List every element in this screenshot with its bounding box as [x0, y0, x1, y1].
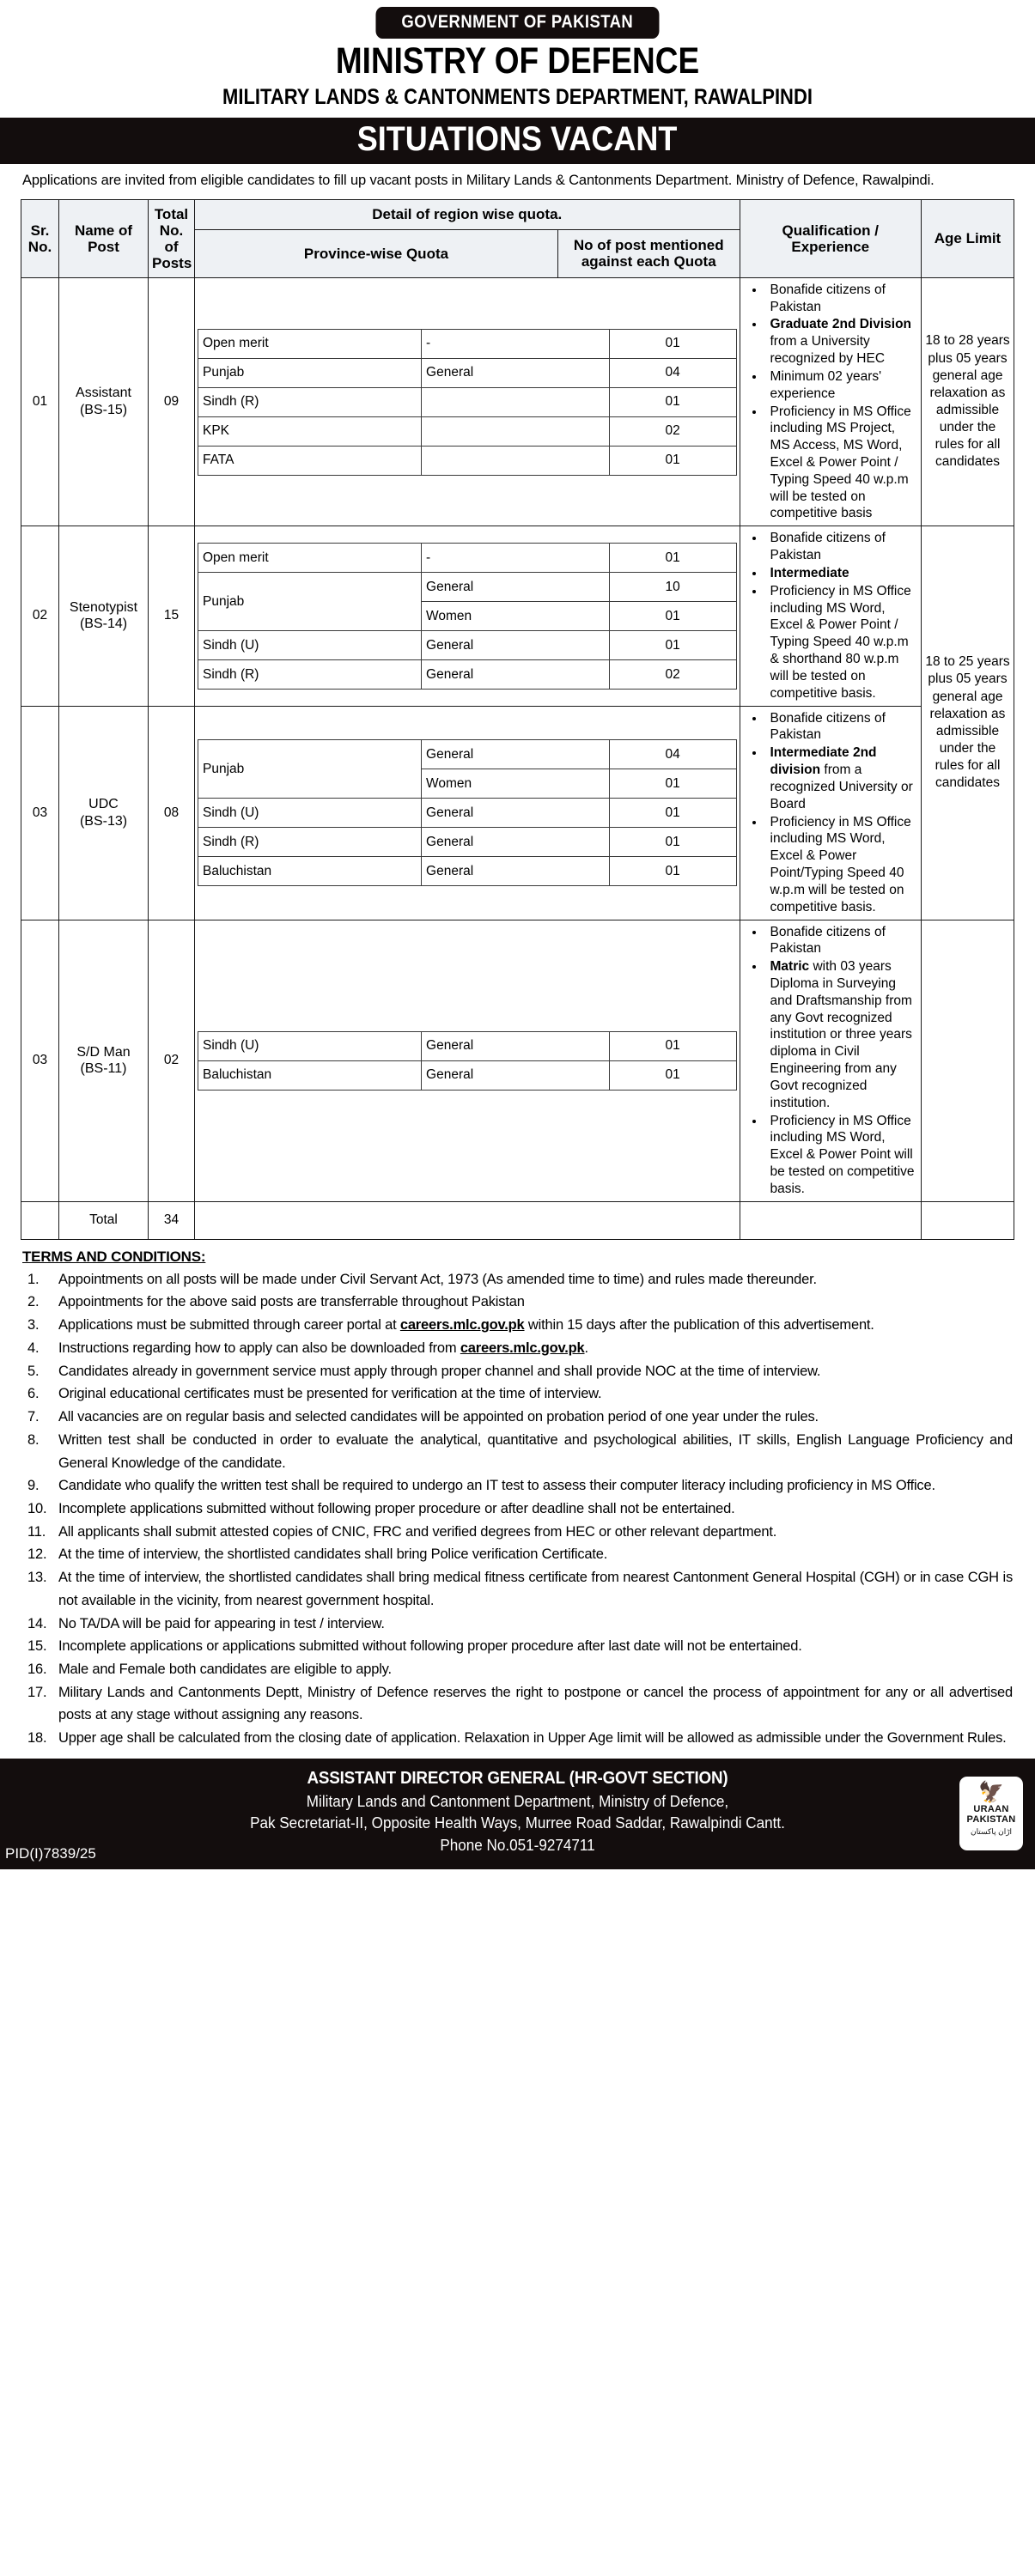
qual-text: Bonafide citizens of Pakistan [770, 282, 886, 314]
quota-row [198, 358, 737, 387]
quota-count: 01 [609, 630, 736, 659]
quota-province: Punjab [198, 572, 422, 630]
quota-table [198, 329, 737, 476]
qualification-item [765, 814, 919, 916]
quota-row [198, 630, 737, 659]
uraan-pakistan-logo [959, 1777, 1023, 1850]
total-spacer [21, 1201, 59, 1239]
quota-subcategory: General [422, 828, 610, 857]
situations-vacant-banner [0, 118, 1035, 164]
qual-bold: Graduate 2nd Division [770, 317, 912, 332]
qualification-item [765, 282, 919, 316]
cell-qualification [740, 920, 922, 1201]
quota-count: 04 [609, 358, 736, 387]
th-total-posts: Total No. of Posts [149, 199, 195, 277]
post-title: Stenotypist [69, 599, 138, 615]
quota-count: 01 [609, 387, 736, 416]
quota-province: Baluchistan [198, 857, 422, 886]
th-sr-no: Sr. No. [21, 199, 59, 277]
qualification-item [765, 710, 919, 744]
intro-paragraph: Applications are invited from eligible candidates to fill up vacant posts in Military Lands & Cantonments Department. Ministry of Defence, Rawalpindi. [22, 172, 935, 188]
terms-and-conditions [0, 1240, 1035, 1750]
term-item: Male and Female both candidates are eligible to apply. [58, 1661, 392, 1677]
qualification-list [743, 924, 919, 1198]
cell-age-limit: 18 to 25 years plus 05 years general age relaxation as admissible under the rules for all candidates [922, 526, 1014, 920]
post-grade: (BS-13) [79, 813, 128, 829]
quota-subcategory: - [422, 543, 610, 572]
quota-row [198, 857, 737, 886]
qualification-list [743, 530, 919, 702]
term-item: At the time of interview, the shortlisted candidates shall bring Police verification Certificate. [58, 1546, 608, 1563]
term-item: Candidates already in government service must apply through proper channel and shall provide NOC at the time of interview. [58, 1363, 821, 1379]
table-row [21, 706, 1014, 920]
document-header [0, 0, 1035, 110]
qualification-list [743, 710, 919, 916]
table-row [21, 920, 1014, 1201]
th-name-of-post: Name of Post [59, 199, 149, 277]
quota-province: Sindh (U) [198, 1031, 422, 1060]
cell-total-posts: 08 [149, 706, 195, 920]
term-item: Original educational certificates must be presented for verification at the time of interview. [58, 1386, 602, 1402]
quota-row [198, 572, 737, 601]
pid-number: PID(I)7839/25 [5, 1844, 96, 1862]
qual-text: Proficiency in MS Office including MS Word, Excel & Power Point / Typing Speed 40 w.p.m & shorthand 80 w.p.m will be tested on competitive basis. [770, 583, 911, 701]
qual-text: from a recognized University or Board [770, 762, 913, 811]
quota-subcategory: General [422, 799, 610, 828]
quota-count: 01 [609, 543, 736, 572]
quota-province: Punjab [198, 740, 422, 799]
total-quota-blank [195, 1201, 740, 1239]
vacancy-table-head [21, 199, 1014, 277]
cell-quota-block [195, 526, 740, 706]
table-total-row [21, 1201, 1014, 1239]
table-row [21, 526, 1014, 706]
quota-count: 01 [609, 601, 736, 630]
quota-count: 01 [609, 1060, 736, 1090]
cell-post-name [59, 526, 149, 706]
document-footer [0, 1759, 1035, 1869]
quota-subcategory: General [422, 1031, 610, 1060]
quota-count: 02 [609, 659, 736, 689]
cell-sr-no: 03 [21, 706, 59, 920]
quota-province: Sindh (R) [198, 828, 422, 857]
cell-qualification [740, 706, 922, 920]
term-item: Candidate who qualify the written test shall be required to undergo an IT test to assess their computer literacy including proficiency in MS Office. [58, 1478, 935, 1494]
quota-province: Open merit [198, 543, 422, 572]
post-grade: (BS-15) [79, 403, 128, 417]
qualification-list [743, 282, 919, 523]
total-value: 34 [149, 1201, 195, 1239]
term-item: All applicants shall submit attested copies of CNIC, FRC and verified degrees from HEC or other relevant department. [58, 1523, 777, 1540]
quota-count: 01 [609, 769, 736, 799]
post-title: UDC [88, 797, 119, 812]
department-title: MILITARY LANDS & CANTONMENTS DEPARTMENT, RAWALPINDI [222, 84, 813, 109]
quota-subcategory: Women [422, 601, 610, 630]
quota-province: Baluchistan [198, 1060, 422, 1090]
quota-province: KPK [198, 416, 422, 446]
quota-row [198, 387, 737, 416]
quota-province: Sindh (U) [198, 630, 422, 659]
term-item: Upper age shall be calculated from the closing date of application. Relaxation in Upper Age limit will be allowed as admissible under the Government Rules. [58, 1730, 1007, 1747]
cell-post-name [59, 920, 149, 1201]
quota-subcategory: General [422, 358, 610, 387]
qualification-item [765, 744, 919, 812]
total-label: Total [59, 1201, 149, 1239]
th-no-of-post: No of post mentioned against each Quota [558, 230, 740, 278]
qual-text: with 03 years Diploma in Surveying and Draftsmanship from any Govt recognized institution or three years diploma in Civil Engineering from any Govt recognized institution. [770, 959, 912, 1110]
post-grade: (BS-14) [79, 617, 128, 632]
qualification-item [765, 530, 919, 564]
term-item: Appointments for the above said posts are transferrable throughout Pakistan [58, 1294, 525, 1310]
qual-text: Proficiency in MS Office including MS Word, Excel & Power Point/Typing Speed 40 w.p.m will be tested on competitive basis. [770, 814, 911, 914]
qual-text: Bonafide citizens of Pakistan [770, 531, 886, 563]
cell-quota-block [195, 277, 740, 526]
uraan-label-2: PAKISTAN [966, 1814, 1016, 1826]
quota-table [198, 739, 737, 886]
quota-subcategory: General [422, 1060, 610, 1090]
term-item: Military Lands and Cantonments Deptt, Ministry of Defence reserves the right to postpone or cancel the process of appointment for any or all advertised posts at any stage without assigning any reasons. [58, 1684, 1013, 1723]
qual-text: Proficiency in MS Office including MS Word, Excel & Power Point will be tested on competitive basis. [770, 1113, 915, 1196]
quota-count: 01 [609, 857, 736, 886]
ministry-title: MINISTRY OF DEFENCE [335, 40, 700, 82]
footer-phone: Phone No.051-9274711 [440, 1836, 595, 1854]
quota-count: 01 [609, 799, 736, 828]
quota-table [198, 543, 737, 690]
quota-table [198, 1031, 737, 1091]
uraan-label-1: URAAN [973, 1804, 1009, 1815]
government-band-wrap [0, 0, 1035, 39]
th-qualification: Qualification / Experience [740, 199, 922, 277]
terms-title: TERMS AND CONDITIONS: [22, 1248, 206, 1265]
quota-subcategory: General [422, 857, 610, 886]
footer-title: ASSISTANT DIRECTOR GENERAL (HR-GOVT SECTION) [307, 1768, 728, 1788]
table-row [21, 277, 1014, 526]
cell-total-posts: 02 [149, 920, 195, 1201]
quota-count: 10 [609, 572, 736, 601]
uraan-label-urdu: اڑان پاکستان [970, 1827, 1013, 1837]
quota-count: 01 [609, 1031, 736, 1060]
footer-address-line-2: Pak Secretariat-II, Opposite Health Ways, Murree Road Saddar, Rawalpindi Cantt. [250, 1814, 785, 1832]
cell-age-limit [922, 920, 1014, 1201]
qual-bold: Matric [770, 959, 810, 975]
quota-subcategory: - [422, 329, 610, 358]
qualification-item [765, 316, 919, 367]
cell-total-posts: 09 [149, 277, 195, 526]
quota-count: 02 [609, 416, 736, 446]
careers-portal-link[interactable]: careers.mlc.gov.pk [399, 1317, 525, 1334]
table-header-row-1 [21, 199, 1014, 230]
quota-row [198, 446, 737, 475]
qual-text: from a University recognized by HEC [770, 334, 886, 367]
quota-row [198, 740, 737, 769]
term-item: Incomplete applications or applications submitted without following proper procedure after last date will not be entertained. [58, 1638, 802, 1655]
total-qual-blank [740, 1201, 922, 1239]
qualification-item [765, 924, 919, 958]
quota-subcategory: General [422, 630, 610, 659]
qualification-item [765, 1113, 919, 1198]
cell-post-name [59, 277, 149, 526]
qual-bold: Intermediate 2nd division [770, 745, 877, 778]
term-item: Applications must be submitted through career portal at careers.mlc.gov.pk within 15 days after the publication of this advertisement. [58, 1317, 874, 1334]
quota-count: 01 [609, 446, 736, 475]
qualification-item [765, 404, 919, 523]
term-item: Written test shall be conducted in order to evaluate the analytical, quantitative and psychological abilities, IT skills, English Language Proficiency and General Knowledge of the candidate. [58, 1431, 1013, 1471]
post-title: Assistant [76, 386, 131, 401]
term-item: Incomplete applications submitted without following proper procedure or after deadline shall not be entertained. [58, 1500, 735, 1516]
quota-count: 01 [609, 828, 736, 857]
qualification-item [765, 958, 919, 1111]
terms-list [22, 1268, 1013, 1750]
quota-subcategory: General [422, 659, 610, 689]
th-province-wise-quota: Province-wise Quota [195, 230, 558, 278]
term-item: No TA/DA will be paid for appearing in test / interview. [58, 1615, 385, 1631]
footer-address-line-1: Military Lands and Cantonment Department, Ministry of Defence, [306, 1792, 729, 1810]
quota-subcategory [422, 446, 610, 475]
cell-post-name [59, 706, 149, 920]
careers-portal-link[interactable]: careers.mlc.gov.pk [460, 1340, 585, 1356]
vacancy-table-body [21, 277, 1014, 1239]
term-item: All vacancies are on regular basis and selected candidates will be appointed on probation period of one year under the rules. [58, 1409, 819, 1425]
total-age-blank [922, 1201, 1014, 1239]
qualification-item [765, 368, 919, 403]
bird-icon: 🦅 [978, 1781, 1004, 1805]
qual-text: Proficiency in MS Office including MS Project, MS Access, MS Word, Excel & Power Point / Typing Speed 40 w.p.m will be tested on competitive basis [770, 404, 911, 521]
cell-total-posts: 15 [149, 526, 195, 706]
government-of-pakistan-band: GOVERNMENT OF PAKISTAN [376, 7, 660, 39]
cell-sr-no: 02 [21, 526, 59, 706]
quota-province: Punjab [198, 358, 422, 387]
qualification-item [765, 583, 919, 702]
cell-age-limit: 18 to 28 years plus 05 years general age relaxation as admissible under the rules for all candidates [922, 277, 1014, 526]
quota-count: 04 [609, 740, 736, 769]
qualification-item [765, 565, 919, 582]
post-grade: (BS-11) [80, 1061, 127, 1077]
term-item: Instructions regarding how to apply can also be downloaded from careers.mlc.gov.pk. [58, 1340, 588, 1356]
quota-subcategory [422, 416, 610, 446]
quota-row [198, 828, 737, 857]
cell-qualification [740, 526, 922, 706]
vacancy-table [21, 199, 1014, 1240]
quota-subcategory: Women [422, 769, 610, 799]
term-item: Appointments on all posts will be made under Civil Servant Act, 1973 (As amended time to time) and rules made thereunder. [58, 1271, 817, 1287]
quota-row [198, 1060, 737, 1090]
qual-bold: Intermediate [770, 565, 849, 580]
quota-row [198, 416, 737, 446]
quota-province: Open merit [198, 329, 422, 358]
post-title: S/D Man [76, 1044, 131, 1060]
quota-subcategory: General [422, 740, 610, 769]
footer-center-block [0, 1769, 1035, 1857]
quota-row [198, 799, 737, 828]
th-detail-region-quota: Detail of region wise quota. [195, 199, 740, 230]
quota-row [198, 329, 737, 358]
quota-row [198, 659, 737, 689]
cell-quota-block [195, 706, 740, 920]
quota-count: 01 [609, 329, 736, 358]
quota-province: Sindh (R) [198, 387, 422, 416]
cell-quota-block [195, 920, 740, 1201]
quota-province: Sindh (R) [198, 659, 422, 689]
quota-row [198, 1031, 737, 1060]
cell-qualification [740, 277, 922, 526]
qual-text: Bonafide citizens of Pakistan [770, 924, 886, 957]
qual-text: Minimum 02 years' experience [770, 368, 882, 401]
quota-row [198, 543, 737, 572]
term-item: At the time of interview, the shortlisted candidates shall bring medical fitness certificate from nearest Cantonment General Hospital (CGH) or in case CGH is not available in the vicinity, from nearest government hospital. [58, 1570, 1013, 1608]
cell-sr-no: 01 [21, 277, 59, 526]
quota-subcategory [422, 387, 610, 416]
vacancy-table-wrap [0, 192, 1035, 1240]
situations-vacant-text: SITUATIONS VACANT [357, 119, 678, 158]
quota-subcategory: General [422, 572, 610, 601]
qual-text: Bonafide citizens of Pakistan [770, 710, 886, 743]
quota-province: FATA [198, 446, 422, 475]
th-age-limit: Age Limit [922, 199, 1014, 277]
quota-province: Sindh (U) [198, 799, 422, 828]
cell-sr-no: 03 [21, 920, 59, 1201]
